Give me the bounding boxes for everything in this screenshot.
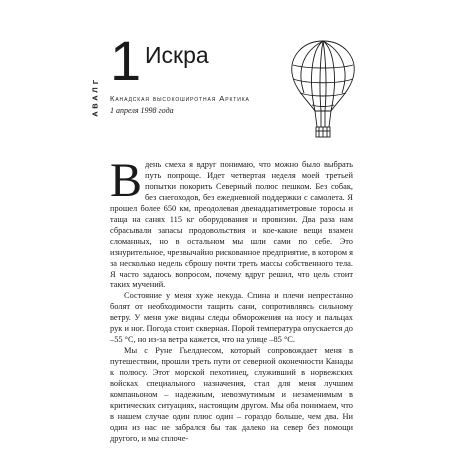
paragraph: Состояние у меня хуже некуда. Спина и плечи непрестанно болят от необходимости тащить сани, сопротивляясь сильному ветру. У меня уже видны следы обморожения на носу и пальцах рук и ног. Погода стоит скверная. Порой температура опускается до –55 °С, но из-за ветра кажется, что на улице –85 °С. [110,291,353,345]
chapter-number: 1 [110,29,142,92]
chapter-date: 1 апреля 1998 года [110,106,174,115]
paragraph-text: день смеха я вдруг понимаю, что можно было выбрать путь попроще. Идет четвертая неделя моей третьей попытки покорить Северный полюс пешком. Без собак, без снегоходов, без ежедневной поддержки с самолета. Я прошел более 650 км, преодолевая двенадцатиметровые торосы и таща на санях 115 кг оборудования и провизии. Два раза нам сбрасывали запасы продовольствия и кое-какие вещи взамен сломанных, но в остальном мы шли сами по себе. Это изнурительное, чрезвычайно рискованное предприятие, в котором я за несколько недель сброшу почти треть массы собственного тела. Я часто задаюсь вопросом, почему вдруг решил, что цель стоит таких мучений. [110,160,353,290]
chapter-word-letter: В [90,103,100,109]
chapter-word-vertical [89,78,103,118]
drop-cap: В [110,154,143,207]
chapter-word-letter: А [90,95,100,101]
hot-air-balloon-icon [288,39,358,143]
paragraph: Мы с Руне Гьелднесом, который сопровождает меня в путешествии, прошли треть пути от северной оконечности Канады к полюсу. Этот морской пехотинец, служивший в норвежских войсках специального назначения, стал для меня лучшим компаньоном – надежным, невозмутимым и незаменимым в критических ситуациях, настоящим другом. Мы оба понимаем, что в нашем случае один плюс один – гораздо больше, чем два. Ни один из нас не забрался бы так далеко на север без помощи другого, и мы сплоче- [110,346,353,443]
chapter-word-letter: Л [90,87,100,93]
chapter-word-letter: А [90,111,100,117]
paragraph [110,154,353,291]
body-text [110,154,353,445]
chapter-subtitle: Канадская высокоширотная Арктика [110,94,250,103]
chapter-word-letter: Г [90,79,100,85]
chapter-title: Искра [145,42,209,68]
